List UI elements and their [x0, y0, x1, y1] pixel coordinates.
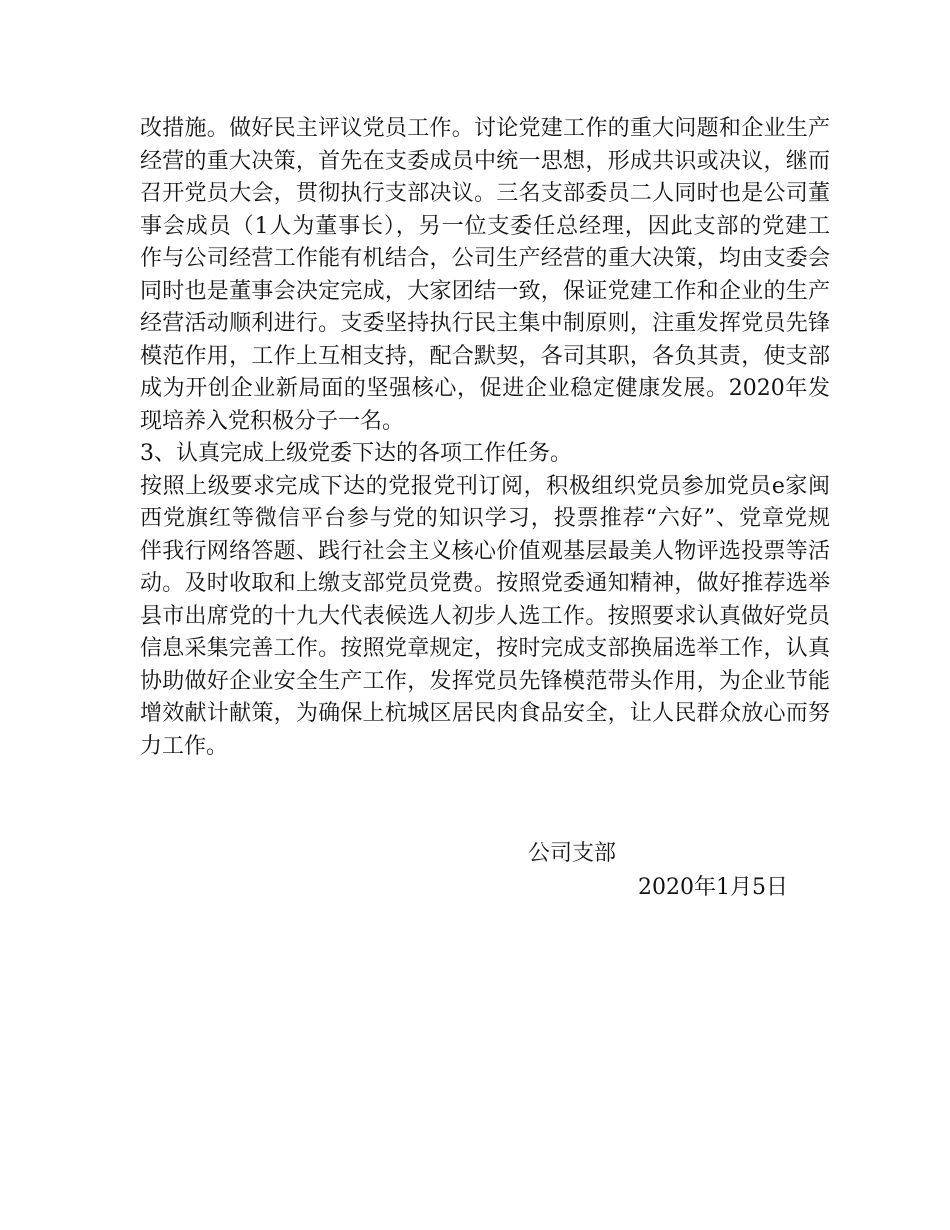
section-heading: 3、认真完成上级党委下达的各项工作任务。	[140, 441, 572, 466]
paragraph-line: 经营活动顺利进行。支委坚持执行民主集中制原则，注重发挥党员先锋	[140, 311, 830, 336]
paragraph-line: 县市出席党的十九大代表候选人初步人选工作。按照要求认真做好党员	[140, 603, 830, 629]
signature-organization: 公司支部	[528, 841, 617, 866]
paragraph-line: 伴我行网络答题、践行社会主义核心价值观基层最美人物评选投票等活	[140, 538, 830, 564]
signature-date: 2020年1月5日	[638, 875, 788, 900]
paragraph-line: 动。及时收取和上缴支部党员党费。按照党委通知精神，做好推荐选举	[140, 571, 830, 596]
paragraph-line: 作与公司经营工作能有机结合，公司生产经营的重大决策，均由支委会	[140, 246, 830, 271]
paragraph-line: 模范作用，工作上互相支持，配合默契，各司其职，各负其责，使支部	[140, 343, 830, 369]
paragraph-line: 现培养入党积极分子一名。	[140, 408, 405, 434]
paragraph-line: 同时也是董事会决定完成，大家团结一致，保证党建工作和企业的生产	[140, 278, 830, 304]
document-body	[140, 113, 830, 763]
paragraph-line: 事会成员（1人为董事长），另一位支委任总经理，因此支部的党建工	[140, 213, 830, 239]
paragraph-line: 经营的重大决策，首先在支委成员中统一思想，形成共识或决议，继而	[140, 148, 830, 174]
paragraph-line: 改措施。做好民主评议党员工作。讨论党建工作的重大问题和企业生产	[140, 116, 830, 141]
paragraph-line: 协助做好企业安全生产工作，发挥党员先锋模范带头作用，为企业节能	[140, 668, 830, 694]
paragraph-line: 力工作。	[140, 733, 229, 759]
paragraph-line: 西党旗红等微信平台参与党的知识学习，投票推荐“六好”、党章党规	[140, 506, 830, 531]
paragraph-line: 按照上级要求完成下达的党报党刊订阅，积极组织党员参加党员e家闽	[140, 473, 830, 499]
paragraph-line: 增效献计献策，为确保上杭城区居民肉食品安全，让人民群众放心而努	[140, 701, 830, 726]
paragraph-line: 信息采集完善工作。按照党章规定，按时完成支部换届选举工作，认真	[140, 636, 830, 661]
paragraph-line: 成为开创企业新局面的坚强核心，促进企业稳定健康发展。2020年发	[140, 376, 830, 401]
paragraph-line: 召开党员大会，贯彻执行支部决议。三名支部委员二人同时也是公司董	[140, 181, 830, 206]
